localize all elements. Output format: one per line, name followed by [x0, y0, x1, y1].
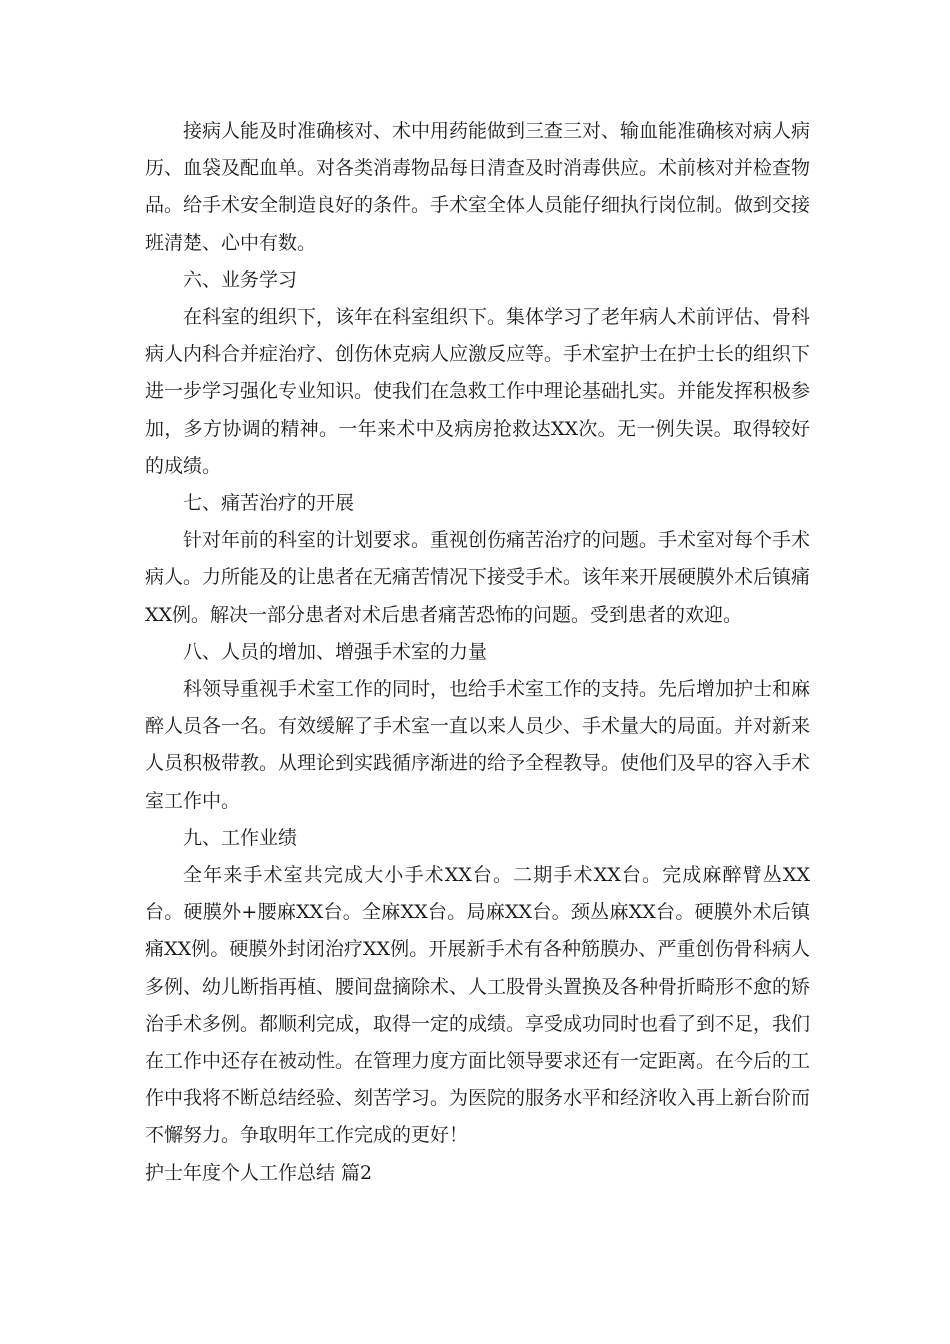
- document-body: [145, 113, 810, 1192]
- section-heading-pain-treatment: 七、痛苦治疗的开展: [183, 492, 355, 515]
- article-title-part-2: 护士年度个人工作总结 篇2: [145, 1161, 373, 1184]
- paragraph-business-study: 在科室的组织下，该年在科室组织下。集体学习了老年病人术前评估、骨科病人内科合并症治疗、创伤休克病人应激反应等。手术室护士在护士长的组织下进一步学习强化专业知识。使我们在急救工作中理论基础扎实。并能发挥积极参加，多方协调的精神。一年来术中及病房抢救达XX次。无一例失误。取得较好的成绩。: [145, 306, 811, 477]
- paragraph-verification: 接病人能及时准确核对、术中用药能做到三查三对、输血能准确核对病人病历、血袋及配血单。对各类消毒物品每日清查及时消毒供应。术前核对并检查物品。给手术安全制造良好的条件。手术室全体人员能仔细执行岗位制。做到交接班清楚、心中有数。: [145, 120, 811, 254]
- paragraph-work-performance: 全年来手术室共完成大小手术XX台。二期手术XX台。完成麻醉臂丛XX台。硬膜外+腰麻XX台。全麻XX台。局麻XX台。颈丛麻XX台。硬膜外术后镇痛XX例。硬膜外封闭治疗XX例。开展新手术有各种筋膜办、严重创伤骨科病人多例、幼儿断指再植、腰间盘摘除术、人工股骨头置换及各种骨折畸形不愈的矫治手术多例。都顺利完成，取得一定的成绩。享受成功同时也看了到不足，我们在工作中还存在被动性。在管理力度方面比领导要求还有一定距离。在今后的工作中我将不断总结经验、刻苦学习。为医院的服务水平和经济收入再上新台阶而不懈努力。争取明年工作完成的更好！: [145, 864, 811, 1147]
- section-heading-staff-increase: 八、人员的增加、增强手术室的力量: [183, 640, 488, 663]
- paragraph-staff-increase: 科领导重视手术室工作的同时，也给手术室工作的支持。先后增加护士和麻醉人员各一名。有效缓解了手术室一直以来人员少、手术量大的局面。并对新来人员积极带教。从理论到实践循序渐进的给予全程教导。使他们及早的容入手术室工作中。: [145, 678, 811, 812]
- paragraph-pain-treatment: 针对年前的科室的计划要求。重视创伤痛苦治疗的问题。手术室对每个手术病人。力所能及的让患者在无痛苦情况下接受手术。该年来开展硬膜外术后镇痛XX例。解决一部分患者对术后患者痛苦恐怖的问题。受到患者的欢迎。: [145, 529, 811, 626]
- section-heading-work-performance: 九、工作业绩: [183, 826, 298, 849]
- section-heading-business-study: 六、业务学习: [183, 268, 298, 291]
